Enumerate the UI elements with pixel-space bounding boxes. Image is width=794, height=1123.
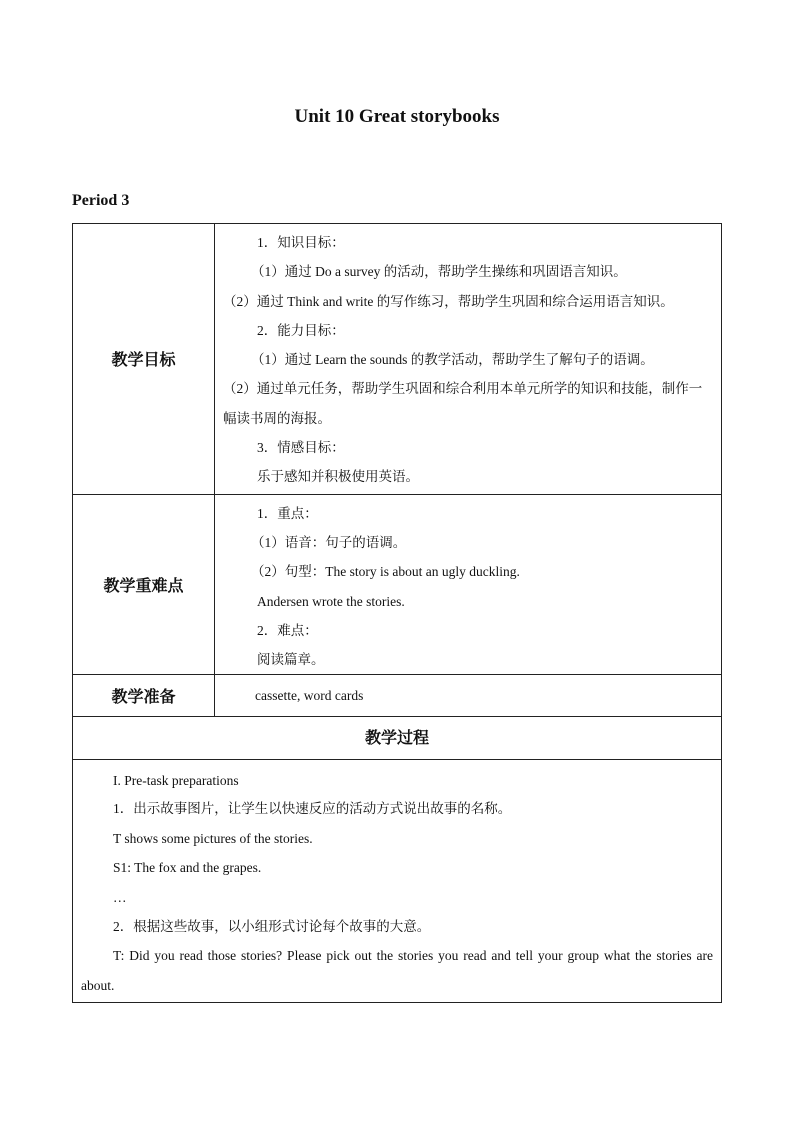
- objective-line: （1）通过 Do a survey 的活动，帮助学生操练和巩固语言知识。: [251, 264, 627, 280]
- objective-line: 1．知识目标：: [257, 235, 345, 250]
- process-line: T shows some pictures of the stories.: [113, 830, 313, 846]
- objective-line: 乐于感知并积极使用英语。: [257, 469, 419, 485]
- key-points-content: [215, 494, 722, 675]
- process-line: 2．根据这些故事，以小组形式讨论每个故事的大意。: [113, 919, 431, 935]
- key-points-row: [73, 494, 722, 675]
- process-heading: 教学过程: [73, 717, 722, 760]
- objective-line: （2）通过单元任务，帮助学生巩固和综合利用本单元所学的知识和技能，制作一幅读书周的海报。: [223, 381, 703, 426]
- period-label: Period 3: [72, 192, 130, 209]
- process-line: 1．出示故事图片，让学生以快速反应的活动方式说出故事的名称。: [113, 801, 512, 817]
- process-row: [73, 760, 722, 1003]
- process-line: T: Did you read those stories? Please pick out the stories you read and tell your group what the stories are about.: [81, 948, 713, 993]
- key-point-line: 1．重点：: [257, 505, 318, 521]
- process-line: I. Pre-task preparations: [113, 773, 239, 789]
- preparation-content: [215, 675, 722, 717]
- process-content: [73, 760, 722, 1003]
- objectives-label: 教学目标: [73, 224, 215, 495]
- objectives-row: [73, 224, 722, 495]
- preparation-label: 教学准备: [73, 675, 215, 717]
- key-point-line: 阅读篇章。: [257, 652, 325, 668]
- key-point-line: （1）语音：句子的语调。: [251, 534, 407, 550]
- objective-line: （1）通过 Learn the sounds 的教学活动，帮助学生了解句子的语调。: [251, 352, 654, 368]
- objective-line: （2）通过 Think and write 的写作练习，帮助学生巩固和综合运用语言知识。: [223, 293, 674, 309]
- preparation-value: cassette, word cards: [255, 688, 364, 704]
- objectives-content: [215, 224, 722, 495]
- key-points-label: 教学重难点: [73, 494, 215, 675]
- lesson-plan-table: [72, 223, 722, 1003]
- process-line: …: [113, 889, 127, 905]
- document-title: Unit 10 Great storybooks: [294, 106, 500, 127]
- key-point-line: 2．难点：: [257, 622, 318, 638]
- key-point-line: （2）句型：The story is about an ugly duckling.: [251, 564, 520, 580]
- process-heading-row: [73, 717, 722, 760]
- preparation-row: [73, 675, 722, 717]
- objective-line: 3．情感目标：: [257, 440, 345, 456]
- objective-line: 2．能力目标：: [257, 322, 345, 338]
- process-line: S1: The fox and the grapes.: [113, 860, 262, 876]
- key-point-line: Andersen wrote the stories.: [257, 593, 405, 609]
